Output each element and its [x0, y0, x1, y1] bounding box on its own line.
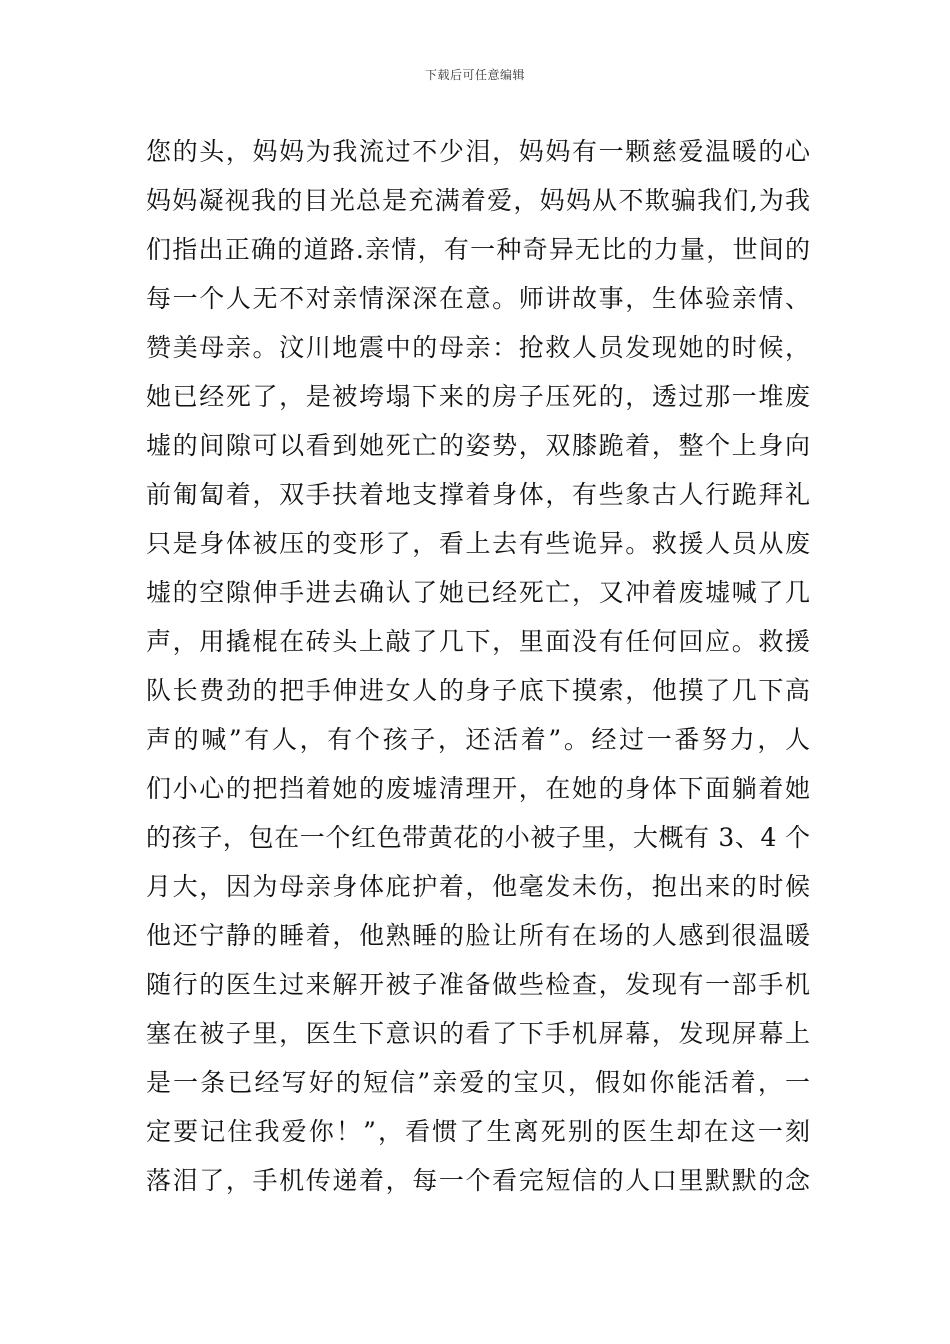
text-line: 塞在被子里，医生下意识的看了下手机屏幕，发现屏幕上 — [146, 1019, 810, 1048]
text-line: 声，用撬棍在砖头上敲了几下，里面没有任何回应。救援 — [146, 627, 810, 656]
text-line: 他还宁静的睡着，他熟睡的脸让所有在场的人感到很温暖 — [146, 921, 810, 950]
text-line: 前匍匐着，双手扶着地支撑着身体，有些象古人行跪拜礼 — [146, 480, 810, 509]
text-line: 墟的空隙伸手进去确认了她已经死亡，又冲着废墟喊了几 — [146, 578, 810, 607]
text-line: 每一个人无不对亲情深深在意。师讲故事，生体验亲情、 — [146, 284, 810, 313]
text-line: 妈妈凝视我的目光总是充满着爱，妈妈从不欺骗我们,为我 — [146, 186, 810, 215]
text-line: 她已经死了，是被垮塌下来的房子压死的，透过那一堆废 — [146, 382, 810, 411]
text-line: 赞美母亲。汶川地震中的母亲：抢救人员发现她的时候， — [146, 333, 810, 362]
text-line: 定要记住我爱你！”，看惯了生离死别的医生却在这一刻 — [146, 1117, 810, 1146]
text-line: 声的喊”有人，有个孩子，还活着”。经过一番努力，人 — [146, 725, 810, 754]
text-line: 只是身体被压的变形了，看上去有些诡异。救援人员从废 — [146, 529, 810, 558]
text-line: 您的头，妈妈为我流过不少泪，妈妈有一颗慈爱温暖的心 — [146, 137, 810, 166]
text-line: 们指出正确的道路.亲情，有一种奇异无比的力量，世间的 — [146, 235, 810, 264]
text-line: 墟的间隙可以看到她死亡的姿势，双膝跪着，整个上身向 — [146, 431, 810, 460]
page-header: 下载后可任意编辑 — [424, 68, 525, 82]
text-line: 落泪了，手机传递着，每一个看完短信的人口里默默的念 — [146, 1166, 810, 1195]
text-line: 随行的医生过来解开被子准备做些检查，发现有一部手机 — [146, 970, 810, 999]
text-line: 是一条已经写好的短信”亲爱的宝贝，假如你能活着，一 — [146, 1068, 810, 1097]
text-line: 的孩子，包在一个红色带黄花的小被子里，大概有 3、4 个 — [146, 823, 810, 852]
text-line: 队长费劲的把手伸进女人的身子底下摸索，他摸了几下高 — [146, 676, 810, 705]
text-line: 月大，因为母亲身体庇护着，他毫发未伤，抱出来的时候 — [146, 872, 810, 901]
body-text — [146, 127, 810, 1205]
text-line: 们小心的把挡着她的废墟清理开，在她的身体下面躺着她 — [146, 774, 810, 803]
